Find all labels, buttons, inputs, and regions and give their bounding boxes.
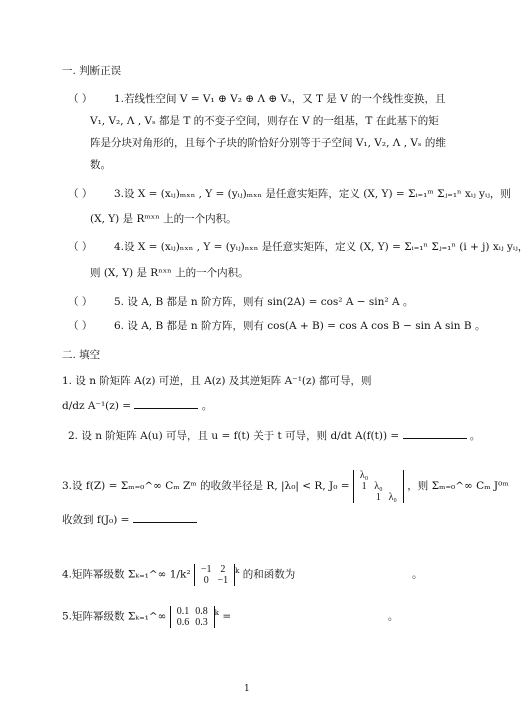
q5-text-a: 5.矩阵幂级数 Σₖ₌₁^∞: [62, 610, 170, 623]
item1-line4: 数。: [90, 159, 111, 171]
q2-text: 2. 设 n 阶矩阵 A(u) 可导，且 u = f(t) 关于 t 可导，则 d/dt A(f(t)) =: [68, 430, 403, 442]
answer-paren-1[interactable]: （ ）: [68, 93, 93, 105]
item6-line: 6. 设 A, B 都是 n 阶方阵，则有 cos(A + B) = cos A cos B − sin A sin B 。: [114, 320, 486, 332]
q2-period: 。: [469, 430, 481, 442]
q4-text-a: 4.矩阵幂级数 Σₖ₌₁^∞ 1/k²: [62, 568, 194, 581]
q3-m00: λ₀: [359, 469, 369, 481]
item1-line1: 1.若线性空间 V = V₁ ⊕ V₂ ⊕ Λ ⊕ Vₛ，又 T 是 V 的一个线性变换，且: [114, 93, 446, 105]
q3-m01: [371, 470, 385, 481]
item4-line1: 4.设 X = (xᵢⱼ)ₙₓₙ , Y = (yᵢⱼ)ₙₓₙ 是任意实矩阵，定义 (X, Y) = Σᵢ₌₁ⁿ Σⱼ₌₁ⁿ (i + j) xᵢⱼ yᵢⱼ，: [114, 241, 528, 253]
q1-expression: d/dz A⁻¹(z) =: [62, 400, 135, 412]
q4-answer-blank[interactable]: [299, 568, 409, 578]
q1-period: 。: [201, 400, 213, 412]
answer-paren-6[interactable]: （ ）: [68, 320, 93, 332]
answer-paren-3[interactable]: （ ）: [68, 188, 93, 200]
q3-m10: 1: [361, 480, 367, 492]
q3-m21: 1: [375, 491, 381, 503]
q4-line: [62, 556, 422, 590]
answer-paren-4[interactable]: （ ）: [68, 241, 93, 253]
item1-line3: 阵是分块对角形的，且每个子块的阶恰好分别等于子空间 V₁, V₂, Λ , Vₛ 的维: [90, 137, 446, 149]
section1-title: 一. 判断正误: [62, 65, 122, 77]
q2-line: [68, 428, 480, 443]
q4-matrix: [194, 564, 235, 586]
q3-m20: [357, 492, 371, 503]
q4-m01: 2: [220, 563, 226, 575]
q1-line2: [62, 398, 212, 413]
q3-m22: λ₀: [388, 491, 397, 503]
q4-m10: 0: [203, 574, 209, 586]
q3-m02: [386, 470, 400, 481]
q3-m11: λ₀: [374, 480, 383, 492]
q3-line2: [62, 512, 197, 527]
answer-paren-5[interactable]: （ ）: [68, 296, 93, 308]
item4-line2: 则 (X, Y) 是 Rⁿˣⁿ 上的一个内积。: [90, 267, 249, 279]
q4-m11: −1: [217, 574, 229, 586]
item3-line1: 3.设 X = (xᵢⱼ)ₘₓₙ , Y = (yᵢⱼ)ₘₓₙ 是任意实矩阵，定义 (X, Y) = Σᵢ₌₁ᵐ Σⱼ₌₁ⁿ xᵢⱼ yᵢⱼ，则: [114, 188, 511, 200]
item3-line2: (X, Y) 是 Rᵐˣⁿ 上的一个内积。: [90, 213, 237, 225]
q1-line1: 1. 设 n 阶矩阵 A(z) 可逆，且 A(z) 及其逆矩阵 A⁻¹(z) 都可导，则: [62, 375, 372, 387]
q5-m01: 0.8: [195, 605, 208, 617]
q3-text-c: 收敛到 f(J₀) =: [62, 514, 130, 526]
item1-line2: V₁, V₂, Λ , Vₛ 都是 T 的不变子空间，则存在 V 的一组基，T 在此基下的矩: [90, 115, 439, 127]
q4-power-k: k: [235, 567, 240, 575]
q5-answer-blank[interactable]: [235, 610, 385, 620]
q2-answer-blank[interactable]: [403, 428, 467, 439]
q3-m12: [386, 481, 400, 492]
q4-text-b: 的和函数为: [242, 568, 296, 581]
q5-line: [62, 598, 398, 632]
q5-matrix: [170, 606, 215, 628]
q3-jordan-matrix: [353, 470, 404, 503]
q3-text-b: ，则 Σₘ₌₀^∞ Cₘ J⁰ᵐ: [407, 480, 509, 492]
q5-period: 。: [387, 610, 399, 623]
q4-period: 。: [411, 568, 423, 581]
q5-m00: 0.1: [176, 605, 190, 617]
q4-m00: −1: [200, 563, 212, 575]
q5-m11: 0.3: [195, 616, 208, 628]
q3-text-a: 3.设 f(Z) = Σₘ₌₀^∞ Cₘ Zᵐ 的收敛半径是 R, |λ₀| < R, J₀ =: [62, 480, 353, 492]
q3-line1: [62, 466, 509, 506]
q3-answer-blank[interactable]: [133, 512, 197, 523]
page-number: 1: [244, 684, 250, 694]
q5-m10: 0.6: [176, 616, 190, 628]
item5-line: 5. 设 A, B 都是 n 阶方阵，则有 sin(2A) = cos² A − sin² A 。: [114, 296, 414, 308]
q1-answer-blank[interactable]: [134, 398, 198, 409]
q5-power-k: k: [214, 609, 219, 617]
q5-equals: =: [222, 610, 232, 623]
section2-title: 二. 填空: [62, 349, 101, 361]
